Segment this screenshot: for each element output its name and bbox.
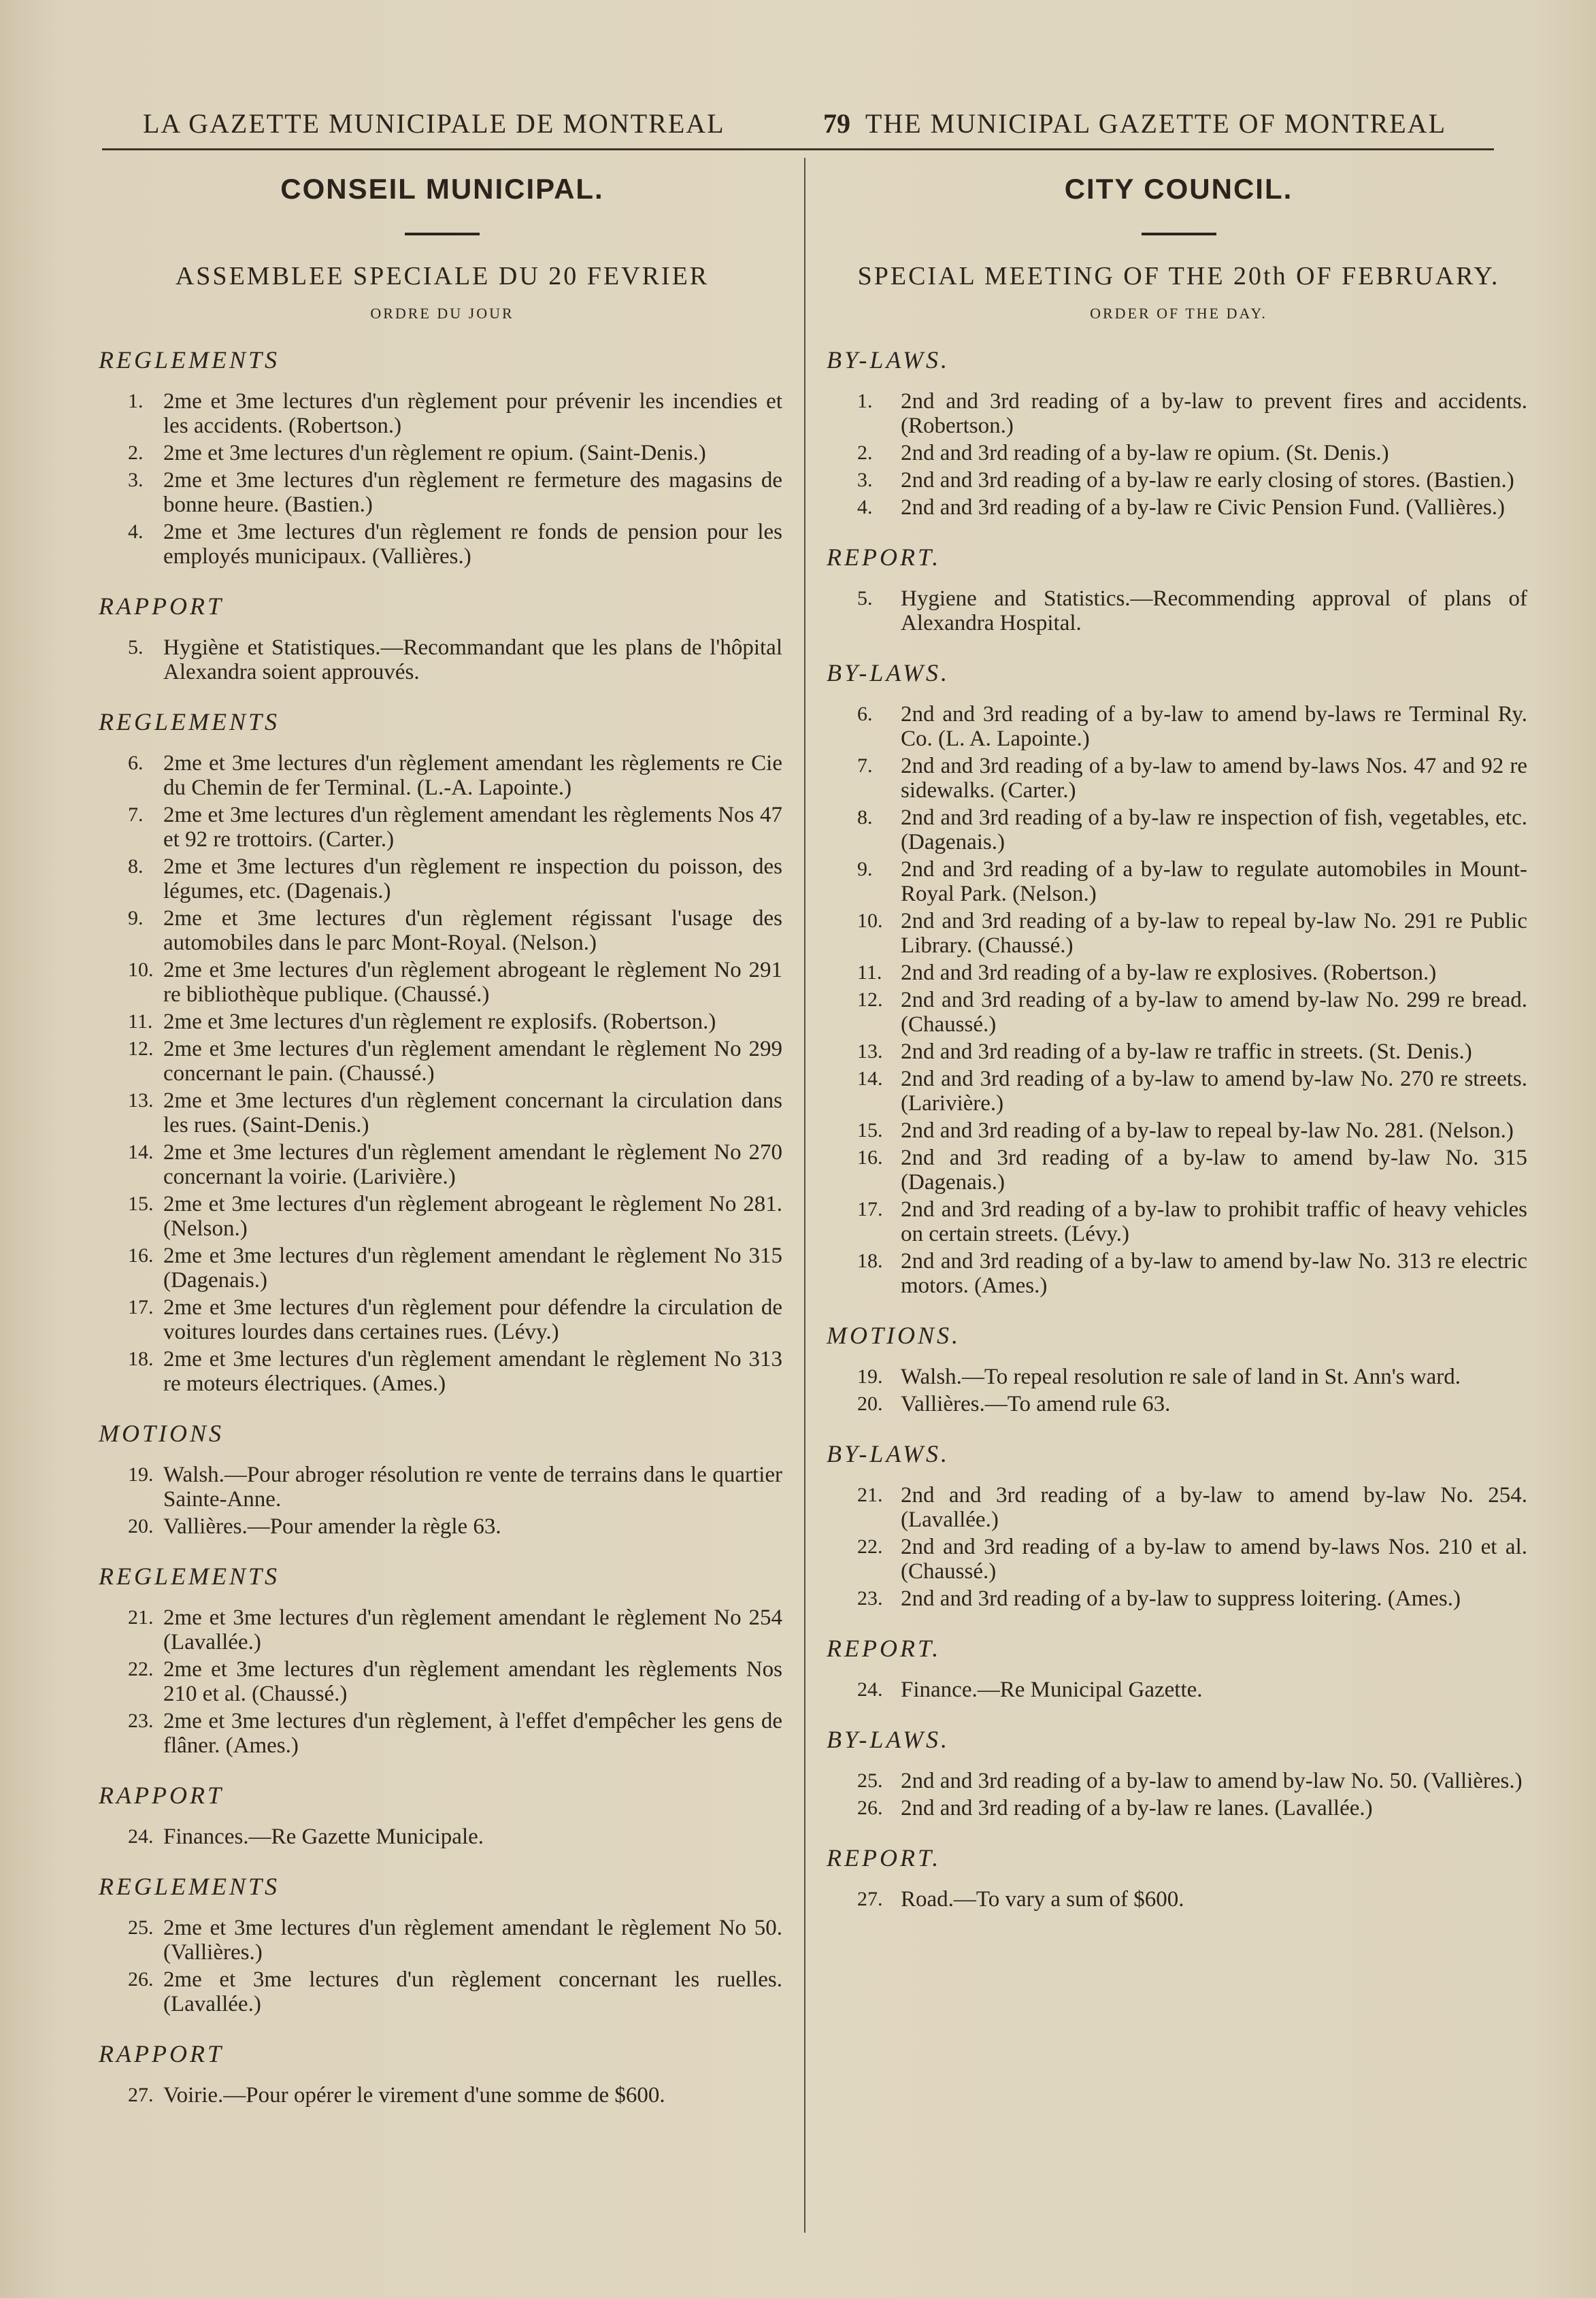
- item-text: 2me et 3me lectures d'un règlement concernant les ruelles. (Lavallée.): [163, 1967, 782, 2016]
- agenda-item: [823, 1067, 1534, 1116]
- agenda-item: [95, 1825, 789, 1849]
- agenda-item: [823, 441, 1534, 465]
- item-number: 13.: [857, 1040, 883, 1063]
- item-number: 20.: [857, 1393, 883, 1415]
- item-number: 4.: [128, 520, 144, 543]
- item-text: 2nd and 3rd reading of a by-law to prevent fires and accidents. (Robertson.): [901, 389, 1527, 438]
- french-column: [95, 158, 789, 2110]
- item-number: 6.: [128, 752, 144, 774]
- item-number: 5.: [128, 636, 144, 659]
- item-number: 23.: [857, 1587, 883, 1610]
- item-number: 24.: [128, 1825, 154, 1848]
- item-text: Walsh.—To repeal resolution re sale of land in St. Ann's ward.: [901, 1365, 1461, 1389]
- order-of-day-fr: ORDRE DU JOUR: [370, 305, 514, 322]
- agenda-item: [95, 1037, 789, 1086]
- item-number: 2.: [128, 442, 144, 464]
- item-text: 2nd and 3rd reading of a by-law to amend by-laws re Terminal Ry. Co. (L. A. Lapointe.): [901, 702, 1527, 751]
- item-number: 6.: [857, 703, 873, 725]
- meeting-subtitle-en: SPECIAL MEETING OF THE 20th OF FEBRUARY.: [857, 262, 1500, 290]
- agenda-item: [95, 1916, 789, 1965]
- agenda-list-fr: [95, 346, 789, 2108]
- item-text: 2me et 3me lectures d'un règlement re opium. (Saint-Denis.): [163, 441, 706, 465]
- agenda-item: [95, 1244, 789, 1293]
- item-text: 2me et 3me lectures d'un règlement régissant l'usage des automobiles dans le parc Mont-Royal. (Nelson.): [163, 906, 782, 955]
- item-text: 2me et 3me lectures d'un règlement abrogeant le règlement No 281. (Nelson.): [163, 1192, 782, 1241]
- item-text: 2nd and 3rd reading of a by-law re explosives. (Robertson.): [901, 961, 1437, 985]
- item-text: Finance.—Re Municipal Gazette.: [901, 1678, 1203, 1702]
- item-number: 1.: [857, 390, 873, 412]
- agenda-item: [95, 854, 789, 903]
- item-number: 19.: [128, 1463, 154, 1486]
- section-heading: MOTIONS.: [827, 1322, 961, 1349]
- item-text: 2me et 3me lectures d'un règlement amendant les règlements Nos 47 et 92 re trottoirs. (Carter.): [163, 803, 782, 852]
- item-text: 2me et 3me lectures d'un règlement pour prévenir les incendies et les accidents. (Robertson.): [163, 389, 782, 438]
- column-divider: [804, 158, 805, 2233]
- agenda-item: [95, 1010, 789, 1034]
- section-heading: REPORT.: [827, 1844, 942, 1871]
- item-text: 2nd and 3rd reading of a by-law to repeal by-law No. 281. (Nelson.): [901, 1118, 1514, 1143]
- section-heading: RAPPORT: [99, 593, 224, 620]
- item-number: 27.: [857, 1888, 883, 1910]
- section-heading: RAPPORT: [99, 2040, 224, 2067]
- item-number: 1.: [128, 390, 144, 412]
- agenda-item: [823, 702, 1534, 751]
- item-text: Walsh.—Pour abroger résolution re vente de terrains dans le quartier Sainte-Anne.: [163, 1463, 782, 1512]
- item-number: 16.: [857, 1146, 883, 1169]
- item-text: 2nd and 3rd reading of a by-law to regulate automobiles in Mount-Royal Park. (Nelson.): [901, 857, 1527, 906]
- title-rule: [1142, 233, 1216, 235]
- agenda-item: [95, 1605, 789, 1654]
- item-number: 3.: [857, 469, 873, 491]
- item-text: 2nd and 3rd reading of a by-law to amend by-law No. 254. (Lavallée.): [901, 1483, 1527, 1532]
- section-heading: REGLEMENTS: [99, 708, 280, 735]
- agenda-item: [95, 389, 789, 438]
- agenda-item: [95, 1140, 789, 1189]
- agenda-item: [95, 1192, 789, 1241]
- item-number: 27.: [128, 2084, 154, 2106]
- agenda-item: [823, 1483, 1534, 1532]
- item-number: 21.: [128, 1606, 154, 1629]
- item-text: 2me et 3me lectures d'un règlement amendant les règlements Nos 210 et al. (Chaussé.): [163, 1657, 782, 1706]
- item-text: 2nd and 3rd reading of a by-law to repeal by-law No. 291 re Public Library. (Chaussé.): [901, 909, 1527, 958]
- agenda-item: [95, 441, 789, 465]
- item-text: 2nd and 3rd reading of a by-law to amend by-laws Nos. 47 and 92 re sidewalks. (Carter.): [901, 754, 1527, 803]
- agenda-item: [95, 1967, 789, 2016]
- agenda-item: [95, 958, 789, 1007]
- agenda-list-en: [823, 346, 1534, 1912]
- item-number: 7.: [857, 754, 873, 777]
- item-number: 17.: [857, 1198, 883, 1220]
- agenda-item: [95, 1463, 789, 1512]
- agenda-item: [823, 1678, 1534, 1702]
- item-text: 2nd and 3rd reading of a by-law to prohibit traffic of heavy vehicles on certain streets. (Lévy.): [901, 1197, 1527, 1246]
- item-number: 17.: [128, 1296, 154, 1318]
- item-text: Vallières.—To amend rule 63.: [901, 1392, 1171, 1416]
- section-heading: RAPPORT: [99, 1782, 224, 1809]
- item-text: Finances.—Re Gazette Municipale.: [163, 1825, 484, 1849]
- item-text: 2me et 3me lectures d'un règlement re fermeture des magasins de bonne heure. (Bastien.): [163, 468, 782, 517]
- header-title-fr: LA GAZETTE MUNICIPALE DE MONTREAL: [143, 108, 725, 139]
- agenda-item: [95, 1088, 789, 1137]
- item-number: 22.: [128, 1658, 154, 1680]
- title-rule: [405, 233, 480, 235]
- item-text: 2me et 3me lectures d'un règlement re inspection du poisson, des légumes, etc. (Dagenais.): [163, 854, 782, 903]
- item-text: 2me et 3me lectures d'un règlement abrogeant le règlement No 291 re bibliothèque publique. (Chaussé.): [163, 958, 782, 1007]
- agenda-item: [95, 1347, 789, 1396]
- agenda-item: [823, 1249, 1534, 1298]
- agenda-item: [95, 468, 789, 517]
- item-number: 8.: [857, 806, 873, 829]
- section-heading: REGLEMENTS: [99, 1563, 280, 1590]
- item-text: 2nd and 3rd reading of a by-law re early closing of stores. (Bastien.): [901, 468, 1514, 493]
- item-text: 2nd and 3rd reading of a by-law re lanes. (Lavallée.): [901, 1796, 1373, 1820]
- item-text: Vallières.—Pour amender la règle 63.: [163, 1514, 501, 1539]
- agenda-item: [823, 1197, 1534, 1246]
- item-number: 23.: [128, 1710, 154, 1732]
- item-number: 10.: [857, 910, 883, 932]
- agenda-item: [95, 906, 789, 955]
- agenda-item: [823, 1118, 1534, 1143]
- item-text: 2nd and 3rd reading of a by-law re Civic Pension Fund. (Vallières.): [901, 495, 1506, 520]
- item-text: 2nd and 3rd reading of a by-law to amend by-law No. 315 (Dagenais.): [901, 1146, 1527, 1195]
- item-text: 2me et 3me lectures d'un règlement amendant les règlements re Cie du Chemin de fer Terminal. (L.-A. Lapointe.): [163, 751, 782, 800]
- item-number: 15.: [128, 1193, 154, 1215]
- agenda-item: [95, 520, 789, 569]
- english-column: [823, 158, 1534, 1914]
- agenda-item: [823, 1887, 1534, 1912]
- item-text: 2me et 3me lectures d'un règlement amendant le règlement No 254 (Lavallée.): [163, 1605, 782, 1654]
- section-heading: BY-LAWS.: [827, 1440, 950, 1467]
- item-text: 2nd and 3rd reading of a by-law re opium. (St. Denis.): [901, 441, 1389, 465]
- item-text: 2nd and 3rd reading of a by-law to amend by-law No. 299 re bread. (Chaussé.): [901, 988, 1527, 1037]
- agenda-item: [95, 1657, 789, 1706]
- item-text: 2me et 3me lectures d'un règlement amendant le règlement No 313 re moteurs électriques. (Ames.): [163, 1347, 782, 1396]
- agenda-item: [823, 1535, 1534, 1584]
- item-number: 26.: [857, 1797, 883, 1819]
- item-text: 2me et 3me lectures d'un règlement re fonds de pension pour les employés municipaux. (Vallières.): [163, 520, 782, 569]
- agenda-item: [95, 2083, 789, 2108]
- item-number: 19.: [857, 1365, 883, 1388]
- agenda-item: [95, 1514, 789, 1539]
- item-text: 2me et 3me lectures d'un règlement, à l'effet d'empêcher les gens de flâner. (Ames.): [163, 1709, 782, 1758]
- item-number: 18.: [857, 1250, 883, 1272]
- item-text: Hygiène et Statistiques.—Recommandant que les plans de l'hôpital Alexandra soient approuvés.: [163, 635, 782, 684]
- agenda-item: [823, 1586, 1534, 1611]
- item-number: 13.: [128, 1089, 154, 1112]
- item-number: 25.: [857, 1769, 883, 1792]
- item-text: 2me et 3me lectures d'un règlement amendant le règlement No 50. (Vallières.): [163, 1916, 782, 1965]
- item-text: 2me et 3me lectures d'un règlement amendant le règlement No 315 (Dagenais.): [163, 1244, 782, 1293]
- agenda-item: [95, 1295, 789, 1344]
- item-number: 15.: [857, 1119, 883, 1142]
- item-text: 2nd and 3rd reading of a by-law to amend by-law No. 313 re electric motors. (Ames.): [901, 1249, 1527, 1298]
- item-number: 25.: [128, 1916, 154, 1939]
- item-text: 2nd and 3rd reading of a by-law to suppress loitering. (Ames.): [901, 1586, 1461, 1611]
- agenda-item: [823, 909, 1534, 958]
- item-number: 12.: [857, 988, 883, 1011]
- agenda-item: [95, 751, 789, 800]
- agenda-item: [823, 754, 1534, 803]
- agenda-item: [823, 1365, 1534, 1389]
- agenda-item: [95, 635, 789, 684]
- item-number: 22.: [857, 1535, 883, 1558]
- item-text: 2me et 3me lectures d'un règlement concernant la circulation dans les rues. (Saint-Denis.): [163, 1088, 782, 1137]
- item-number: 7.: [128, 803, 144, 826]
- item-text: 2nd and 3rd reading of a by-law to amend by-law No. 50. (Vallières.): [901, 1769, 1523, 1793]
- agenda-item: [823, 586, 1534, 635]
- agenda-item: [823, 988, 1534, 1037]
- item-number: 16.: [128, 1244, 154, 1267]
- item-text: 2me et 3me lectures d'un règlement amendant le règlement No 299 concernant le pain. (Chaussé.): [163, 1037, 782, 1086]
- column-title-en: CITY COUNCIL.: [1064, 173, 1293, 205]
- item-text: Hygiene and Statistics.—Recommending approval of plans of Alexandra Hospital.: [901, 586, 1527, 635]
- header-title-en: THE MUNICIPAL GAZETTE OF MONTREAL: [865, 108, 1446, 139]
- meeting-subtitle-fr: ASSEMBLEE SPECIALE DU 20 FEVRIER: [175, 262, 710, 290]
- section-heading: BY-LAWS.: [827, 659, 950, 686]
- item-number: 2.: [857, 442, 873, 464]
- item-text: 2nd and 3rd reading of a by-law re traffic in streets. (St. Denis.): [901, 1039, 1472, 1064]
- section-heading: REGLEMENTS: [99, 346, 280, 373]
- item-number: 14.: [128, 1141, 154, 1163]
- section-heading: REPORT.: [827, 544, 942, 571]
- section-heading: BY-LAWS.: [827, 1726, 950, 1753]
- item-number: 9.: [857, 858, 873, 880]
- item-text: Road.—To vary a sum of $600.: [901, 1887, 1184, 1912]
- agenda-item: [823, 857, 1534, 906]
- page-header: [102, 101, 1494, 150]
- item-number: 9.: [128, 907, 144, 929]
- item-number: 11.: [128, 1010, 153, 1033]
- page-number: 79: [823, 108, 850, 139]
- agenda-item: [823, 468, 1534, 493]
- item-text: 2nd and 3rd reading of a by-law to amend by-law No. 270 re streets. (Larivière.): [901, 1067, 1527, 1116]
- item-text: 2nd and 3rd reading of a by-law re inspection of fish, vegetables, etc. (Dagenais.): [901, 805, 1527, 854]
- item-number: 24.: [857, 1678, 883, 1701]
- item-number: 5.: [857, 587, 873, 610]
- item-number: 12.: [128, 1037, 154, 1060]
- column-title-fr: CONSEIL MUNICIPAL.: [280, 173, 604, 205]
- agenda-item: [823, 961, 1534, 985]
- agenda-item: [823, 389, 1534, 438]
- agenda-item: [823, 1796, 1534, 1820]
- item-number: 26.: [128, 1968, 154, 1991]
- agenda-item: [95, 803, 789, 852]
- agenda-item: [823, 495, 1534, 520]
- item-number: 20.: [128, 1515, 154, 1537]
- section-heading: REGLEMENTS: [99, 1873, 280, 1900]
- item-number: 18.: [128, 1348, 154, 1370]
- item-number: 21.: [857, 1484, 883, 1506]
- item-number: 11.: [857, 961, 882, 984]
- item-text: 2me et 3me lectures d'un règlement pour défendre la circulation de voitures lourdes dans certaines rues. (Lévy.): [163, 1295, 782, 1344]
- agenda-item: [823, 1146, 1534, 1195]
- section-heading: MOTIONS: [99, 1420, 225, 1447]
- item-number: 14.: [857, 1067, 883, 1090]
- item-number: 10.: [128, 959, 154, 981]
- agenda-item: [823, 1392, 1534, 1416]
- agenda-item: [823, 1039, 1534, 1064]
- item-number: 3.: [128, 469, 144, 491]
- item-text: Voirie.—Pour opérer le virement d'une somme de $600.: [163, 2083, 665, 2108]
- item-text: 2me et 3me lectures d'un règlement amendant le règlement No 270 concernant la voirie. (Larivière.): [163, 1140, 782, 1189]
- agenda-item: [95, 1709, 789, 1758]
- item-number: 8.: [128, 855, 144, 878]
- order-of-day-en: ORDER OF THE DAY.: [1090, 305, 1267, 322]
- item-number: 4.: [857, 496, 873, 518]
- section-heading: BY-LAWS.: [827, 346, 950, 373]
- agenda-item: [823, 1769, 1534, 1793]
- item-text: 2nd and 3rd reading of a by-law to amend by-laws Nos. 210 et al. (Chaussé.): [901, 1535, 1527, 1584]
- item-text: 2me et 3me lectures d'un règlement re explosifs. (Robertson.): [163, 1010, 716, 1034]
- section-heading: REPORT.: [827, 1635, 942, 1662]
- agenda-item: [823, 805, 1534, 854]
